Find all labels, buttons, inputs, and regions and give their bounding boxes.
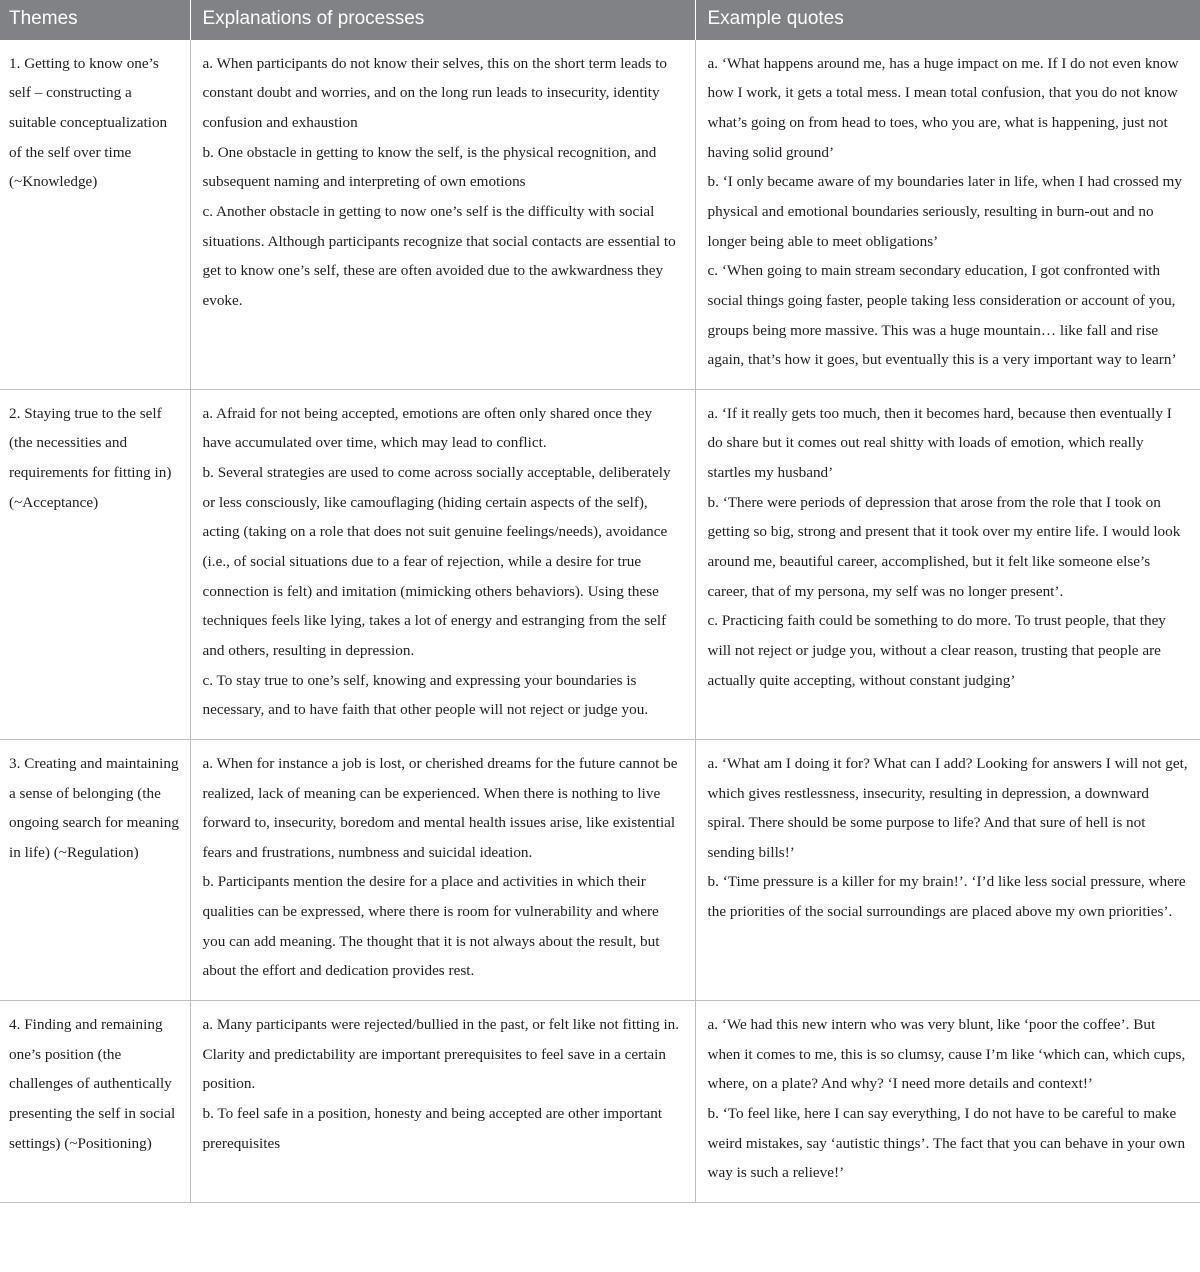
quote-item: a. ‘If it really gets too much, then it becomes hard, because then eventually I do share but it comes out real shitty with loads of emotion, which really startles my husband’ <box>707 404 1172 482</box>
explanations-cell <box>190 1001 695 1203</box>
quote-item: a. ‘We had this new intern who was very blunt, like ‘poor the coffee’. But when it comes to me, this is so clumsy, cause I’m like ‘which can, which cups, where, on a plate? And why? ‘I need more details and context!’ <box>707 1016 1186 1093</box>
theme-text: 1. Getting to know one’s self – constructing a suitable conceptualization of the self over time (~Knowledge) <box>9 54 168 191</box>
quote-item: a. ‘What am I doing it for? What can I add? Looking for answers I will not get, which gives restlessness, insecurity, resulting in depression, a downward spiral. There should be some purpose to life? And that sure of hell is not sending bills!’ <box>707 754 1188 861</box>
theme-text: 3. Creating and maintaining a sense of belonging (the ongoing search for meaning in life) (~Regulation) <box>9 754 179 861</box>
quote-item: c. ‘When going to main stream secondary education, I got confronted with social things going faster, people taking less consideration or account of you, groups being more massive. This was a huge mountain… like fall and rise again, that’s how it goes, but eventually this is a very important way to learn’ <box>707 262 1177 369</box>
quote-item: b. ‘To feel like, here I can say everything, I do not have to be careful to make weird mistakes, say ‘autistic things’. The fact that you can behave in your own way is such a relieve!’ <box>707 1104 1186 1182</box>
quote-item: a. ‘What happens around me, has a huge impact on me. If I do not even know how I work, it gets a total mess. I mean total confusion, that you do not know what’s going on from head to toes, who you are, what is happening, just not having solid ground’ <box>707 54 1179 161</box>
table-header <box>0 0 1200 40</box>
explanation-item: b. Several strategies are used to come across socially acceptable, deliberately or less consciously, like camouflaging (hiding certain aspects of the self), acting (taking on a role that does not suit genuine feelings/needs), avoidance (i.e., of social situations due to a fear of rejection, while a desire for true connection is felt) and imitation (mimicking others behaviors). Using these techniques feels like lying, takes a lot of energy and estranging from the self and others, resulting in depression. <box>202 464 671 659</box>
quote-item: b. ‘Time pressure is a killer for my brain!’. ‘I’d like less social pressure, where the priorities of the social surroundings are placed above my own priorities’. <box>707 873 1186 921</box>
quotes-cell <box>695 739 1200 1000</box>
table-row <box>0 389 1200 739</box>
explanation-item: a. When for instance a job is lost, or cherished dreams for the future cannot be realized, lack of meaning can be experienced. When there is nothing to live forward to, insecurity, boredom and mental health issues arise, like existential fears and frustrations, numbness and suicidal ideation. <box>202 754 678 861</box>
table-row <box>0 1001 1200 1203</box>
explanation-item: b. To feel safe in a position, honesty and being accepted are other important prerequisites <box>202 1104 663 1152</box>
theme-cell <box>0 40 190 390</box>
explanation-item: b. One obstacle in getting to know the self, is the physical recognition, and subsequent naming and interpreting of own emotions <box>202 143 657 191</box>
explanations-cell <box>190 389 695 739</box>
quote-item: c. Practicing faith could be something to do more. To trust people, that they will not reject or judge you, without a clear reason, trusting that people are actually quite accepting, without constant judging’ <box>707 612 1166 689</box>
explanation-item: c. To stay true to one’s self, knowing and expressing your boundaries is necessary, and to have faith that other people will not reject or judge you. <box>202 671 649 719</box>
column-header-explanations: Explanations of processes <box>190 0 695 40</box>
quotes-cell <box>695 40 1200 390</box>
column-header-themes: Themes <box>0 0 190 40</box>
theme-cell <box>0 1001 190 1203</box>
explanation-item: b. Participants mention the desire for a place and activities in which their qualities can be expressed, where there is room for vulnerability and where you can add meaning. The thought that it is not always about the result, but about the effort and dedication provides rest. <box>202 873 660 980</box>
theme-cell <box>0 389 190 739</box>
quote-item: b. ‘I only became aware of my boundaries later in life, when I had crossed my physical and emotional boundaries seriously, resulting in burn-out and no longer being able to meet obligations’ <box>707 173 1182 250</box>
explanations-cell <box>190 739 695 1000</box>
table-row <box>0 739 1200 1000</box>
table-body <box>0 40 1200 1203</box>
theme-text: 4. Finding and remaining one’s position (the challenges of authentically presenting the self in social settings) (~Positioning) <box>9 1016 176 1152</box>
explanation-item: a. Afraid for not being accepted, emotions are often only shared once they have accumulated over time, which may lead to conflict. <box>202 404 653 452</box>
table-row <box>0 40 1200 390</box>
theme-cell <box>0 739 190 1000</box>
quotes-cell <box>695 1001 1200 1203</box>
column-header-quotes: Example quotes <box>695 0 1200 40</box>
quotes-cell <box>695 389 1200 739</box>
quote-item: b. ‘There were periods of depression that arose from the role that I took on getting so big, strong and present that it took over my entire life. I would look around me, beautiful career, accomplished, but it felt like someone else’s career, that of my persona, my self was no longer present’. <box>707 493 1181 600</box>
theme-text: 2. Staying true to the self (the necessities and requirements for fitting in) (~Acceptance) <box>9 404 172 511</box>
explanation-item: c. Another obstacle in getting to now one’s self is the difficulty with social situations. Although participants recognize that social contacts are essential to get to know one’s self, these are often avoided due to the awkwardness they evoke. <box>202 203 676 309</box>
header-row <box>0 0 1200 40</box>
explanation-item: a. Many participants were rejected/bullied in the past, or felt like not fitting in. Clarity and predictability are important prerequisites to feel save in a certain position. <box>202 1016 680 1093</box>
explanations-cell <box>190 40 695 390</box>
explanation-item: a. When participants do not know their selves, this on the short term leads to constant doubt and worries, and on the long run leads to insecurity, identity confusion and exhaustion <box>202 54 668 132</box>
